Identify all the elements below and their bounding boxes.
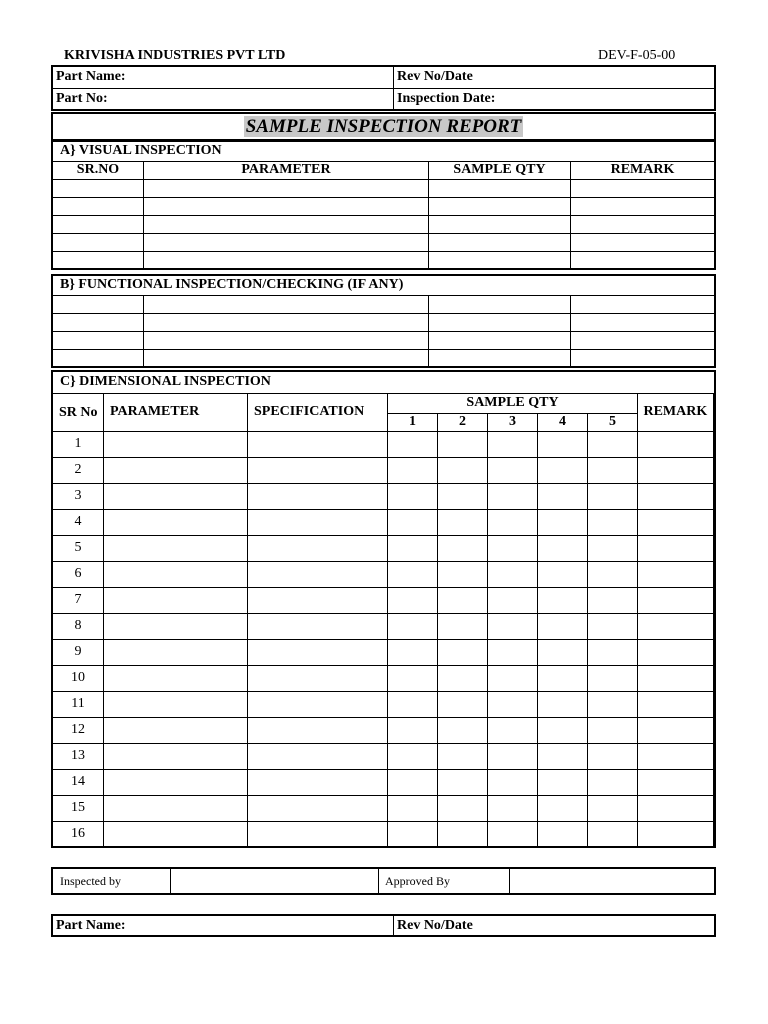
row-sr-no: 6 xyxy=(52,561,104,587)
table-row xyxy=(52,717,715,743)
functional-inspection-heading: B} FUNCTIONAL INSPECTION/CHECKING (IF ANY) xyxy=(52,275,715,295)
cell[interactable] xyxy=(104,795,248,821)
table-row xyxy=(52,795,715,821)
cell[interactable] xyxy=(638,795,714,821)
cell[interactable] xyxy=(488,769,538,795)
table-row xyxy=(52,509,715,535)
part-name-label: Part Name: xyxy=(52,66,394,88)
cell[interactable] xyxy=(52,349,144,367)
table-row xyxy=(52,639,715,665)
cell[interactable] xyxy=(638,821,714,847)
approved-by-field[interactable] xyxy=(510,868,716,894)
cell[interactable] xyxy=(538,691,588,717)
col-remark: REMARK xyxy=(571,161,716,179)
row-sr-no: 11 xyxy=(52,691,104,717)
cell[interactable] xyxy=(104,665,248,691)
cell[interactable] xyxy=(104,639,248,665)
cell[interactable] xyxy=(104,613,248,639)
document-code: DEV-F-05-00 xyxy=(598,48,676,63)
cell[interactable] xyxy=(388,535,438,561)
cell[interactable] xyxy=(588,769,638,795)
cell[interactable] xyxy=(144,233,429,251)
cell[interactable] xyxy=(638,431,714,457)
cell[interactable] xyxy=(638,769,714,795)
cell[interactable] xyxy=(588,821,638,847)
cell[interactable] xyxy=(429,215,571,233)
cell[interactable] xyxy=(488,665,538,691)
cell[interactable] xyxy=(538,769,588,795)
cell[interactable] xyxy=(571,349,716,367)
next-rev-no-date-label: Rev No/Date xyxy=(394,915,716,936)
table-row xyxy=(52,821,715,847)
cell[interactable] xyxy=(638,665,714,691)
cell[interactable] xyxy=(429,331,571,349)
cell[interactable] xyxy=(488,821,538,847)
cell[interactable] xyxy=(488,587,538,613)
sample-1-header: 1 xyxy=(388,413,438,431)
cell[interactable] xyxy=(488,743,538,769)
cell[interactable] xyxy=(388,665,438,691)
inspection-date-label: Inspection Date: xyxy=(394,88,716,110)
cell[interactable] xyxy=(571,215,716,233)
cell[interactable] xyxy=(438,509,488,535)
cell[interactable] xyxy=(144,349,429,367)
cell[interactable] xyxy=(144,331,429,349)
cell[interactable] xyxy=(538,639,588,665)
cell[interactable] xyxy=(388,509,438,535)
cell[interactable] xyxy=(713,639,715,665)
cell[interactable] xyxy=(104,483,248,509)
cell[interactable] xyxy=(144,179,429,197)
cell[interactable] xyxy=(638,639,714,665)
cell[interactable] xyxy=(713,665,715,691)
cell[interactable] xyxy=(488,483,538,509)
cell[interactable] xyxy=(248,691,388,717)
cell[interactable] xyxy=(52,313,144,331)
cell[interactable] xyxy=(571,197,716,215)
cell[interactable] xyxy=(638,587,714,613)
col-sample-qty: SAMPLE QTY xyxy=(429,161,571,179)
cell[interactable] xyxy=(248,743,388,769)
cell[interactable] xyxy=(638,509,714,535)
cell[interactable] xyxy=(52,331,144,349)
cell[interactable] xyxy=(104,509,248,535)
cell[interactable] xyxy=(104,457,248,483)
cell[interactable] xyxy=(638,691,714,717)
cell[interactable] xyxy=(429,197,571,215)
table-row xyxy=(52,535,715,561)
cell[interactable] xyxy=(588,743,638,769)
table-row xyxy=(52,457,715,483)
signature-table xyxy=(51,867,716,895)
table-row xyxy=(52,313,715,331)
table-row xyxy=(52,349,715,367)
row-sr-no: 2 xyxy=(52,457,104,483)
cell[interactable] xyxy=(429,313,571,331)
cell[interactable] xyxy=(388,743,438,769)
cell[interactable] xyxy=(488,561,538,587)
cell[interactable] xyxy=(438,691,488,717)
next-page-info-table xyxy=(51,914,716,937)
cell[interactable] xyxy=(713,561,715,587)
cell[interactable] xyxy=(538,587,588,613)
cell[interactable] xyxy=(52,215,144,233)
company-name: KRIVISHA INDUSTRIES PVT LTD xyxy=(64,48,286,63)
cell[interactable] xyxy=(104,717,248,743)
cell[interactable] xyxy=(52,197,144,215)
cell[interactable] xyxy=(438,769,488,795)
cell[interactable] xyxy=(538,613,588,639)
cell[interactable] xyxy=(571,233,716,251)
cell[interactable] xyxy=(438,717,488,743)
cell[interactable] xyxy=(538,431,588,457)
cell[interactable] xyxy=(588,431,638,457)
cell[interactable] xyxy=(488,535,538,561)
cell[interactable] xyxy=(388,821,438,847)
col-remark: REMARK xyxy=(638,393,714,431)
cell[interactable] xyxy=(538,717,588,743)
table-row xyxy=(52,233,715,251)
cell[interactable] xyxy=(571,251,716,269)
inspected-by-field[interactable] xyxy=(171,868,379,894)
cell[interactable] xyxy=(104,587,248,613)
cell[interactable] xyxy=(538,743,588,769)
table-row xyxy=(52,431,715,457)
row-sr-no: 12 xyxy=(52,717,104,743)
cell[interactable] xyxy=(538,457,588,483)
cell[interactable] xyxy=(713,743,715,769)
rev-no-date-label: Rev No/Date xyxy=(394,66,716,88)
cell[interactable] xyxy=(429,295,571,313)
cell[interactable] xyxy=(588,535,638,561)
row-sr-no: 5 xyxy=(52,535,104,561)
cell[interactable] xyxy=(144,313,429,331)
cell[interactable] xyxy=(588,587,638,613)
cell[interactable] xyxy=(104,821,248,847)
col-specification: SPECIFICATION xyxy=(248,393,388,431)
cell[interactable] xyxy=(713,535,715,561)
next-part-name-label: Part Name: xyxy=(52,915,394,936)
row-sr-no: 8 xyxy=(52,613,104,639)
cell[interactable] xyxy=(571,179,716,197)
cell[interactable] xyxy=(248,483,388,509)
cell[interactable] xyxy=(52,295,144,313)
row-sr-no: 16 xyxy=(52,821,104,847)
cell[interactable] xyxy=(144,251,429,269)
cell[interactable] xyxy=(438,639,488,665)
cell[interactable] xyxy=(248,457,388,483)
cell[interactable] xyxy=(438,795,488,821)
cell[interactable] xyxy=(388,587,438,613)
cell[interactable] xyxy=(248,509,388,535)
sample-4-header: 4 xyxy=(538,413,588,431)
col-sr-no: SR.NO xyxy=(52,161,144,179)
table-row xyxy=(52,251,715,269)
cell[interactable] xyxy=(713,613,715,639)
col-parameter: PARAMETER xyxy=(144,161,429,179)
cell[interactable] xyxy=(571,331,716,349)
cell[interactable] xyxy=(488,431,538,457)
cell[interactable] xyxy=(588,561,638,587)
cell[interactable] xyxy=(538,509,588,535)
table-row xyxy=(52,691,715,717)
cell[interactable] xyxy=(538,535,588,561)
cell[interactable] xyxy=(104,769,248,795)
cell[interactable] xyxy=(388,795,438,821)
cell[interactable] xyxy=(438,483,488,509)
cell[interactable] xyxy=(638,457,714,483)
cell[interactable] xyxy=(104,691,248,717)
cell[interactable] xyxy=(104,743,248,769)
cell[interactable] xyxy=(248,561,388,587)
sample-2-header: 2 xyxy=(438,413,488,431)
cell[interactable] xyxy=(588,639,638,665)
visual-inspection-heading: A} VISUAL INSPECTION xyxy=(52,141,715,161)
row-sr-no: 3 xyxy=(52,483,104,509)
cell[interactable] xyxy=(52,251,144,269)
cell[interactable] xyxy=(713,717,715,743)
cell[interactable] xyxy=(388,457,438,483)
table-row xyxy=(52,613,715,639)
row-sr-no: 14 xyxy=(52,769,104,795)
cell[interactable] xyxy=(248,613,388,639)
approved-by-label: Approved By xyxy=(379,868,510,894)
cell[interactable] xyxy=(104,561,248,587)
cell[interactable] xyxy=(571,313,716,331)
cell[interactable] xyxy=(538,821,588,847)
table-row xyxy=(52,665,715,691)
cell[interactable] xyxy=(571,295,716,313)
cell[interactable] xyxy=(488,509,538,535)
cell[interactable] xyxy=(144,215,429,233)
cell[interactable] xyxy=(438,431,488,457)
cell[interactable] xyxy=(52,233,144,251)
col-sr-no: SR No xyxy=(52,393,104,431)
cell[interactable] xyxy=(538,483,588,509)
cell[interactable] xyxy=(248,717,388,743)
cell[interactable] xyxy=(388,483,438,509)
cell[interactable] xyxy=(438,535,488,561)
row-sr-no: 1 xyxy=(52,431,104,457)
cell[interactable] xyxy=(248,769,388,795)
row-sr-no: 13 xyxy=(52,743,104,769)
cell[interactable] xyxy=(638,717,714,743)
cell[interactable] xyxy=(144,197,429,215)
cell[interactable] xyxy=(638,613,714,639)
table-row xyxy=(52,483,715,509)
cell[interactable] xyxy=(104,431,248,457)
cell[interactable] xyxy=(248,665,388,691)
cell[interactable] xyxy=(713,691,715,717)
cell[interactable] xyxy=(713,795,715,821)
cell[interactable] xyxy=(388,691,438,717)
cell[interactable] xyxy=(248,587,388,613)
cell[interactable] xyxy=(438,561,488,587)
cell[interactable] xyxy=(713,821,715,847)
cell[interactable] xyxy=(104,535,248,561)
cell[interactable] xyxy=(488,795,538,821)
cell[interactable] xyxy=(388,717,438,743)
sample-3-header: 3 xyxy=(488,413,538,431)
cell[interactable] xyxy=(588,665,638,691)
cell[interactable] xyxy=(438,743,488,769)
cell[interactable] xyxy=(588,509,638,535)
cell[interactable] xyxy=(388,613,438,639)
cell[interactable] xyxy=(588,795,638,821)
table-row xyxy=(52,743,715,769)
row-sr-no: 10 xyxy=(52,665,104,691)
cell[interactable] xyxy=(388,639,438,665)
functional-inspection-table xyxy=(51,274,716,368)
table-row xyxy=(52,769,715,795)
cell[interactable] xyxy=(638,743,714,769)
report-title: SAMPLE INSPECTION REPORT xyxy=(245,115,522,137)
cell[interactable] xyxy=(713,587,715,613)
table-row xyxy=(52,331,715,349)
cell[interactable] xyxy=(538,795,588,821)
cell[interactable] xyxy=(713,509,715,535)
cell[interactable] xyxy=(438,665,488,691)
cell[interactable] xyxy=(588,717,638,743)
cell[interactable] xyxy=(388,431,438,457)
cell[interactable] xyxy=(488,691,538,717)
cell[interactable] xyxy=(488,613,538,639)
table-row xyxy=(52,587,715,613)
inspected-by-label: Inspected by xyxy=(52,868,171,894)
col-parameter: PARAMETER xyxy=(104,393,248,431)
cell[interactable] xyxy=(713,457,715,483)
cell[interactable] xyxy=(588,483,638,509)
cell[interactable] xyxy=(588,457,638,483)
cell[interactable] xyxy=(429,233,571,251)
cell[interactable] xyxy=(248,431,388,457)
cell[interactable] xyxy=(144,295,429,313)
cell[interactable] xyxy=(248,821,388,847)
cell[interactable] xyxy=(438,821,488,847)
cell[interactable] xyxy=(52,179,144,197)
cell[interactable] xyxy=(429,179,571,197)
cell[interactable] xyxy=(588,691,638,717)
sample-5-header: 5 xyxy=(588,413,638,431)
cell[interactable] xyxy=(248,639,388,665)
dimensional-inspection-table xyxy=(51,370,716,848)
row-sr-no: 9 xyxy=(52,639,104,665)
table-row xyxy=(52,197,715,215)
col-sample-qty: SAMPLE QTY xyxy=(388,393,638,413)
row-sr-no: 4 xyxy=(52,509,104,535)
cell[interactable] xyxy=(388,561,438,587)
part-info-table xyxy=(51,65,716,111)
cell[interactable] xyxy=(438,613,488,639)
visual-inspection-table xyxy=(51,140,716,270)
cell[interactable] xyxy=(638,561,714,587)
cell[interactable] xyxy=(538,665,588,691)
table-row xyxy=(52,215,715,233)
cell[interactable] xyxy=(713,483,715,509)
title-box xyxy=(51,112,716,141)
row-sr-no: 15 xyxy=(52,795,104,821)
cell[interactable] xyxy=(248,795,388,821)
cell[interactable] xyxy=(438,457,488,483)
cell[interactable] xyxy=(429,251,571,269)
cell[interactable] xyxy=(538,561,588,587)
cell[interactable] xyxy=(713,769,715,795)
cell[interactable] xyxy=(638,535,714,561)
cell[interactable] xyxy=(248,535,388,561)
row-sr-no: 7 xyxy=(52,587,104,613)
table-row xyxy=(52,179,715,197)
table-row xyxy=(52,561,715,587)
cell[interactable] xyxy=(429,349,571,367)
cell[interactable] xyxy=(588,613,638,639)
cell[interactable] xyxy=(713,431,715,457)
cell[interactable] xyxy=(638,483,714,509)
cell[interactable] xyxy=(488,717,538,743)
dimensional-inspection-heading: C} DIMENSIONAL INSPECTION xyxy=(52,371,715,393)
cell[interactable] xyxy=(488,639,538,665)
table-row xyxy=(52,295,715,313)
cell[interactable] xyxy=(438,587,488,613)
cell[interactable] xyxy=(388,769,438,795)
part-no-label: Part No: xyxy=(52,88,394,110)
cell[interactable] xyxy=(488,457,538,483)
